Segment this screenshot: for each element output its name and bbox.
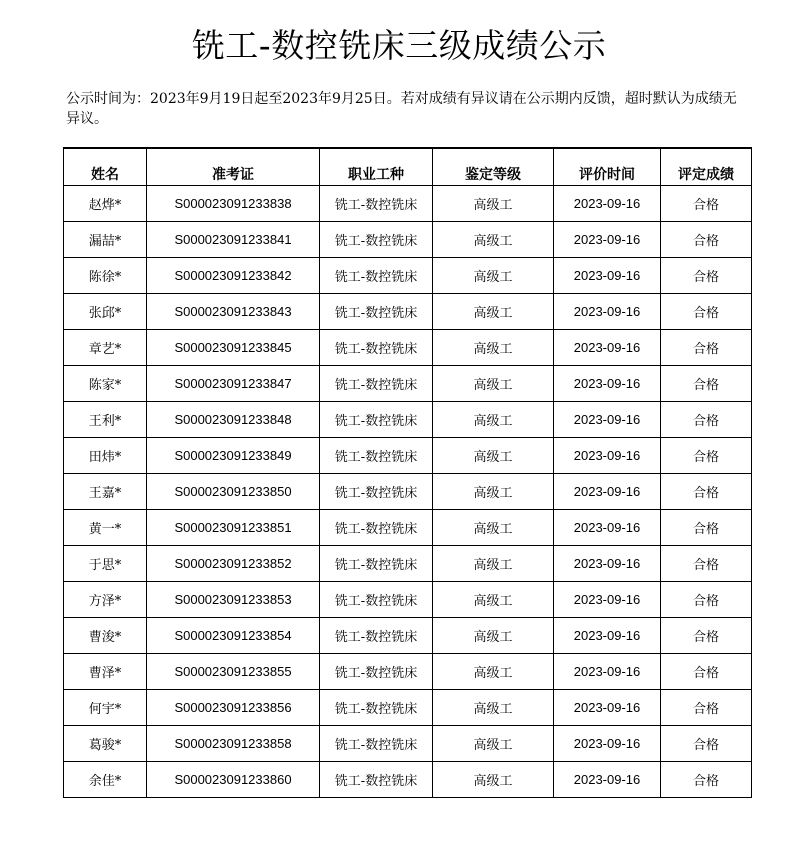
cell-level: 高级工 bbox=[433, 474, 554, 510]
cell-occupation: 铣工-数控铣床 bbox=[320, 330, 433, 366]
cell-level: 高级工 bbox=[433, 366, 554, 402]
table-header-row bbox=[64, 148, 752, 186]
table-row bbox=[64, 726, 752, 762]
cell-exam-id: S000023091233852 bbox=[147, 546, 320, 582]
cell-level: 高级工 bbox=[433, 510, 554, 546]
cell-level: 高级工 bbox=[433, 690, 554, 726]
cell-occupation: 铣工-数控铣床 bbox=[320, 582, 433, 618]
cell-result: 合格 bbox=[661, 762, 752, 798]
cell-result: 合格 bbox=[661, 258, 752, 294]
cell-result: 合格 bbox=[661, 366, 752, 402]
cell-date: 2023-09-16 bbox=[554, 186, 661, 222]
cell-date: 2023-09-16 bbox=[554, 438, 661, 474]
cell-date: 2023-09-16 bbox=[554, 582, 661, 618]
cell-level: 高级工 bbox=[433, 402, 554, 438]
cell-name: 何宇* bbox=[64, 690, 147, 726]
table-row bbox=[64, 186, 752, 222]
cell-name: 章艺* bbox=[64, 330, 147, 366]
table-row bbox=[64, 402, 752, 438]
cell-level: 高级工 bbox=[433, 222, 554, 258]
cell-occupation: 铣工-数控铣床 bbox=[320, 510, 433, 546]
table-row bbox=[64, 546, 752, 582]
table-row bbox=[64, 762, 752, 798]
cell-result: 合格 bbox=[661, 294, 752, 330]
page-title: 铣工-数控铣床三级成绩公示 bbox=[191, 26, 607, 65]
table-row bbox=[64, 618, 752, 654]
header-date: 评价时间 bbox=[554, 148, 661, 186]
header-result: 评定成绩 bbox=[661, 148, 752, 186]
cell-occupation: 铣工-数控铣床 bbox=[320, 474, 433, 510]
cell-name: 余佳* bbox=[64, 762, 147, 798]
table-row bbox=[64, 330, 752, 366]
cell-exam-id: S000023091233841 bbox=[147, 222, 320, 258]
table-row bbox=[64, 654, 752, 690]
cell-result: 合格 bbox=[661, 402, 752, 438]
cell-date: 2023-09-16 bbox=[554, 330, 661, 366]
table-row bbox=[64, 582, 752, 618]
cell-name: 黄一* bbox=[64, 510, 147, 546]
cell-date: 2023-09-16 bbox=[554, 510, 661, 546]
cell-date: 2023-09-16 bbox=[554, 258, 661, 294]
cell-date: 2023-09-16 bbox=[554, 762, 661, 798]
cell-level: 高级工 bbox=[433, 582, 554, 618]
cell-exam-id: S000023091233850 bbox=[147, 474, 320, 510]
cell-result: 合格 bbox=[661, 510, 752, 546]
cell-name: 漏喆* bbox=[64, 222, 147, 258]
cell-level: 高级工 bbox=[433, 546, 554, 582]
cell-exam-id: S000023091233858 bbox=[147, 726, 320, 762]
cell-occupation: 铣工-数控铣床 bbox=[320, 690, 433, 726]
header-level: 鉴定等级 bbox=[433, 148, 554, 186]
cell-level: 高级工 bbox=[433, 618, 554, 654]
header-occupation: 职业工种 bbox=[320, 148, 433, 186]
cell-date: 2023-09-16 bbox=[554, 726, 661, 762]
cell-name: 王嘉* bbox=[64, 474, 147, 510]
cell-result: 合格 bbox=[661, 546, 752, 582]
cell-name: 于思* bbox=[64, 546, 147, 582]
cell-name: 王利* bbox=[64, 402, 147, 438]
cell-exam-id: S000023091233848 bbox=[147, 402, 320, 438]
cell-name: 陈家* bbox=[64, 366, 147, 402]
cell-date: 2023-09-16 bbox=[554, 366, 661, 402]
cell-exam-id: S000023091233856 bbox=[147, 690, 320, 726]
cell-level: 高级工 bbox=[433, 294, 554, 330]
cell-result: 合格 bbox=[661, 438, 752, 474]
cell-level: 高级工 bbox=[433, 726, 554, 762]
table-row bbox=[64, 690, 752, 726]
cell-result: 合格 bbox=[661, 222, 752, 258]
cell-name: 曹泽* bbox=[64, 654, 147, 690]
cell-result: 合格 bbox=[661, 726, 752, 762]
cell-exam-id: S000023091233847 bbox=[147, 366, 320, 402]
cell-result: 合格 bbox=[661, 618, 752, 654]
table-row bbox=[64, 474, 752, 510]
cell-occupation: 铣工-数控铣床 bbox=[320, 438, 433, 474]
cell-occupation: 铣工-数控铣床 bbox=[320, 654, 433, 690]
cell-exam-id: S000023091233838 bbox=[147, 186, 320, 222]
cell-level: 高级工 bbox=[433, 258, 554, 294]
cell-occupation: 铣工-数控铣床 bbox=[320, 726, 433, 762]
cell-exam-id: S000023091233860 bbox=[147, 762, 320, 798]
cell-occupation: 铣工-数控铣床 bbox=[320, 258, 433, 294]
table-body bbox=[64, 186, 752, 798]
table-row bbox=[64, 438, 752, 474]
table-row bbox=[64, 222, 752, 258]
table-row bbox=[64, 258, 752, 294]
cell-exam-id: S000023091233849 bbox=[147, 438, 320, 474]
cell-date: 2023-09-16 bbox=[554, 618, 661, 654]
cell-exam-id: S000023091233842 bbox=[147, 258, 320, 294]
cell-date: 2023-09-16 bbox=[554, 546, 661, 582]
cell-name: 陈徐* bbox=[64, 258, 147, 294]
cell-occupation: 铣工-数控铣床 bbox=[320, 762, 433, 798]
cell-name: 赵烨* bbox=[64, 186, 147, 222]
cell-level: 高级工 bbox=[433, 438, 554, 474]
table-row bbox=[64, 366, 752, 402]
cell-occupation: 铣工-数控铣床 bbox=[320, 546, 433, 582]
cell-result: 合格 bbox=[661, 690, 752, 726]
cell-date: 2023-09-16 bbox=[554, 474, 661, 510]
cell-level: 高级工 bbox=[433, 330, 554, 366]
cell-date: 2023-09-16 bbox=[554, 402, 661, 438]
header-name: 姓名 bbox=[64, 148, 147, 186]
cell-result: 合格 bbox=[661, 582, 752, 618]
cell-result: 合格 bbox=[661, 330, 752, 366]
cell-result: 合格 bbox=[661, 474, 752, 510]
cell-date: 2023-09-16 bbox=[554, 294, 661, 330]
cell-name: 张邱* bbox=[64, 294, 147, 330]
cell-name: 曹浚* bbox=[64, 618, 147, 654]
cell-exam-id: S000023091233843 bbox=[147, 294, 320, 330]
cell-result: 合格 bbox=[661, 654, 752, 690]
cell-occupation: 铣工-数控铣床 bbox=[320, 618, 433, 654]
cell-exam-id: S000023091233855 bbox=[147, 654, 320, 690]
cell-name: 葛骏* bbox=[64, 726, 147, 762]
cell-name: 田炜* bbox=[64, 438, 147, 474]
cell-occupation: 铣工-数控铣床 bbox=[320, 402, 433, 438]
cell-level: 高级工 bbox=[433, 654, 554, 690]
cell-name: 方泽* bbox=[64, 582, 147, 618]
cell-exam-id: S000023091233845 bbox=[147, 330, 320, 366]
table-row bbox=[64, 510, 752, 546]
table-row bbox=[64, 294, 752, 330]
cell-occupation: 铣工-数控铣床 bbox=[320, 366, 433, 402]
cell-date: 2023-09-16 bbox=[554, 654, 661, 690]
cell-level: 高级工 bbox=[433, 762, 554, 798]
cell-occupation: 铣工-数控铣床 bbox=[320, 294, 433, 330]
cell-exam-id: S000023091233854 bbox=[147, 618, 320, 654]
cell-occupation: 铣工-数控铣床 bbox=[320, 222, 433, 258]
cell-level: 高级工 bbox=[433, 186, 554, 222]
header-exam-id: 准考证 bbox=[147, 148, 320, 186]
cell-result: 合格 bbox=[661, 186, 752, 222]
cell-exam-id: S000023091233851 bbox=[147, 510, 320, 546]
notice-text: 公示时间为：2023年9月19日起至2023年9月25日。若对成绩有异议请在公示期内反馈，超时默认为成绩无异议。 bbox=[66, 91, 737, 127]
cell-occupation: 铣工-数控铣床 bbox=[320, 186, 433, 222]
cell-exam-id: S000023091233853 bbox=[147, 582, 320, 618]
results-table bbox=[63, 147, 752, 798]
cell-date: 2023-09-16 bbox=[554, 222, 661, 258]
cell-date: 2023-09-16 bbox=[554, 690, 661, 726]
